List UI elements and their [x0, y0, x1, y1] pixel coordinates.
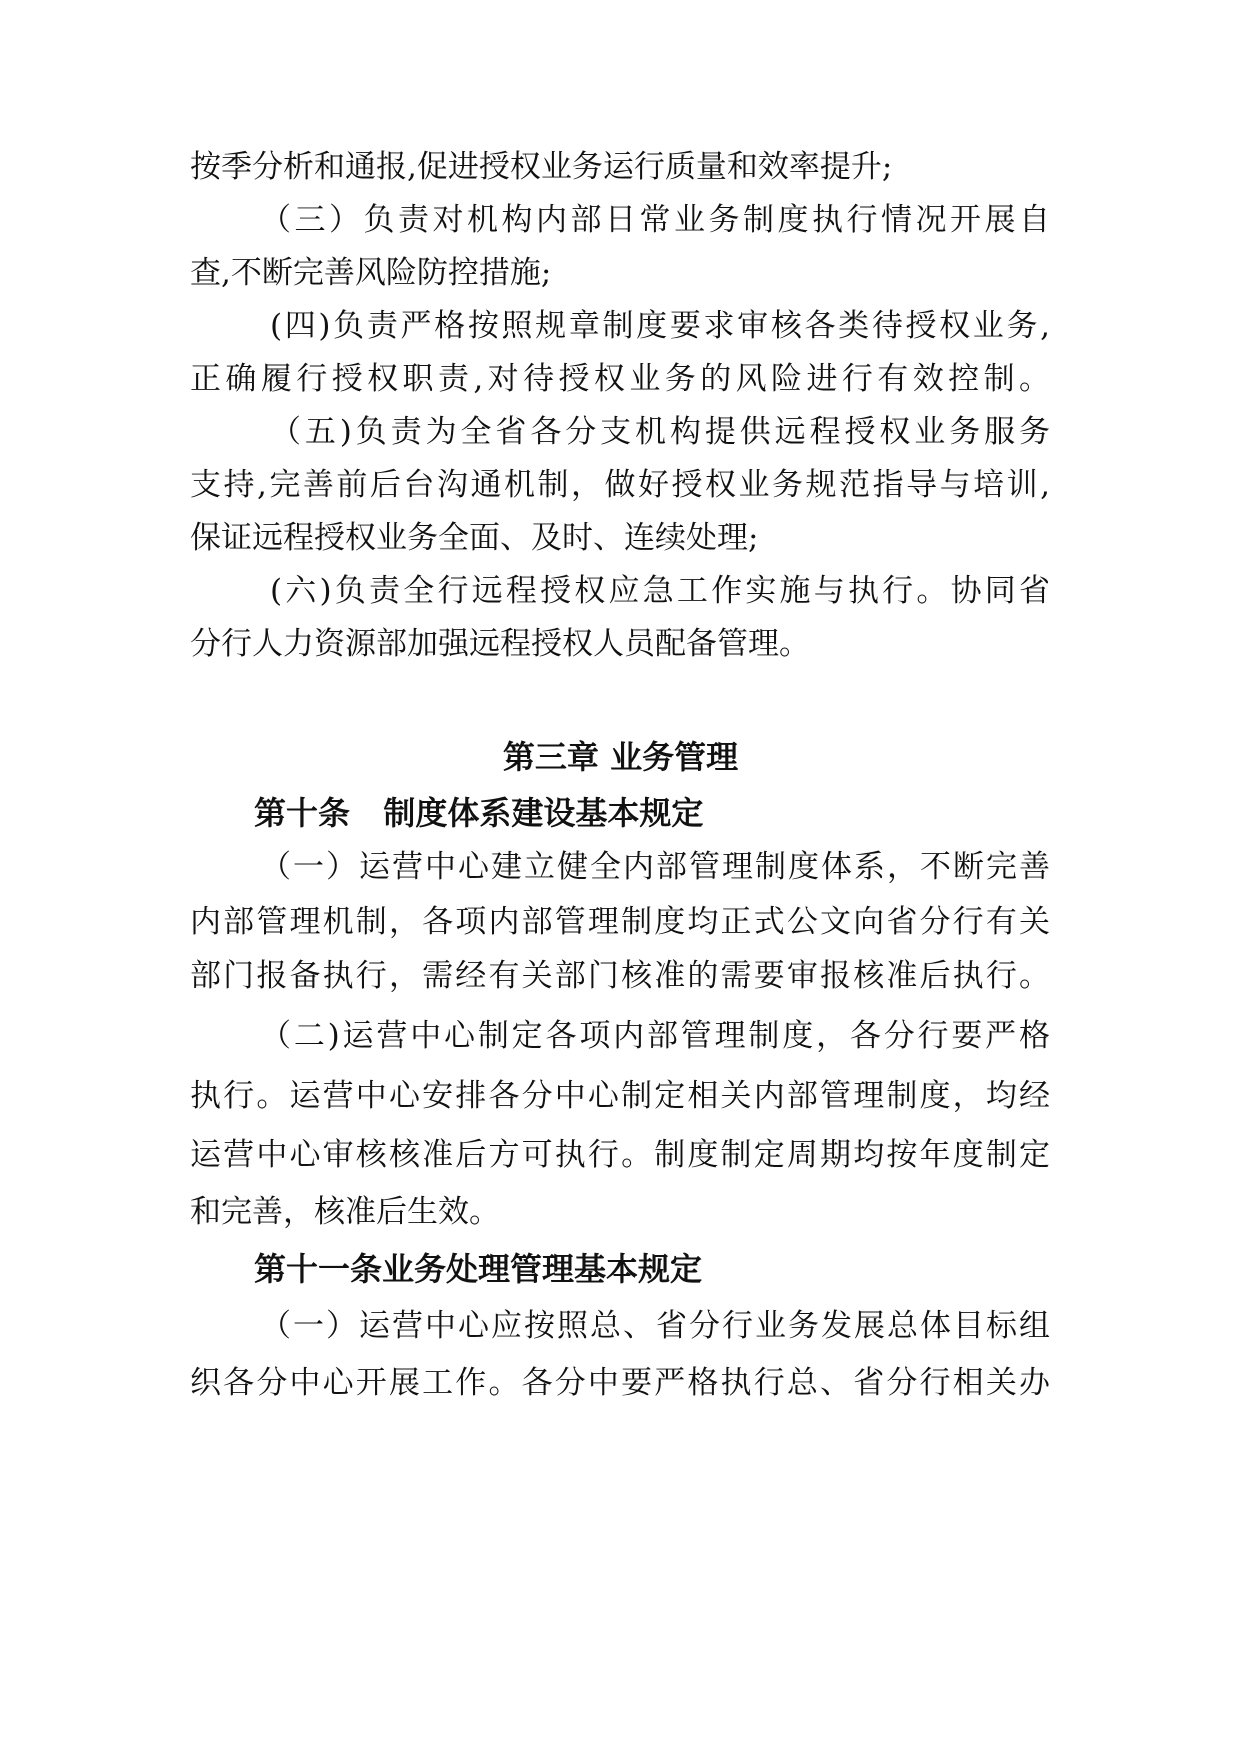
article-11-title: 第十一条业务处理管理基本规定: [254, 1250, 703, 1288]
paragraph-item-6-line-1: (六)负责全行远程授权应急工作实施与执行。协同省: [270, 573, 1050, 609]
paragraph-continuation-line: 按季分析和通报,促进授权业务运行质量和效率提升;: [190, 149, 893, 185]
article-11-p1-line-1: （一）运营中心应按照总、省分行业务发展总体目标组: [260, 1308, 1050, 1344]
paragraph-item-6-line-2: 分行人力资源部加强远程授权人员配备管理。: [190, 626, 810, 662]
article-11-p1-line-2: 织各分中心开展工作。各分中要严格执行总、省分行相关办: [190, 1365, 1050, 1401]
article-10-p1-line-3: 部门报备执行，需经有关部门核准的需要审报核准后执行。: [190, 958, 1050, 994]
article-10-p2-line-3: 运营中心审核核准后方可执行。制度制定周期均按年度制定: [190, 1137, 1050, 1173]
paragraph-item-5-line-3: 保证远程授权业务全面、及时、连续处理;: [190, 520, 759, 556]
article-10-p1-line-1: （一）运营中心建立健全内部管理制度体系，不断完善: [260, 849, 1050, 885]
paragraph-item-4-line-1: (四)负责严格按照规章制度要求审核各类待授权业务,: [270, 308, 1050, 344]
paragraph-item-3-line-1: （三）负责对机构内部日常业务制度执行情况开展自: [260, 202, 1050, 238]
paragraph-item-4-line-2: 正确履行授权职责,对待授权业务的风险进行有效控制。: [190, 361, 1050, 397]
paragraph-item-3-line-2: 查,不断完善风险防控措施;: [190, 255, 552, 291]
article-10-p2-line-1: （二)运营中心制定各项内部管理制度，各分行要严格: [260, 1018, 1050, 1054]
paragraph-item-5-line-2: 支持,完善前后台沟通机制，做好授权业务规范指导与培训,: [190, 467, 1050, 503]
article-10-p2-line-4: 和完善，核准后生效。: [190, 1194, 500, 1230]
chapter-title: 第三章 业务管理: [502, 738, 739, 776]
paragraph-item-5-line-1: （五)负责为全省各分支机构提供远程授权业务服务: [270, 414, 1050, 450]
article-10-p2-line-2: 执行。运营中心安排各分中心制定相关内部管理制度，均经: [190, 1078, 1050, 1114]
article-10-p1-line-2: 内部管理机制，各项内部管理制度均正式公文向省分行有关: [190, 904, 1050, 940]
article-10-title: 第十条 制度体系建设基本规定: [254, 794, 704, 832]
